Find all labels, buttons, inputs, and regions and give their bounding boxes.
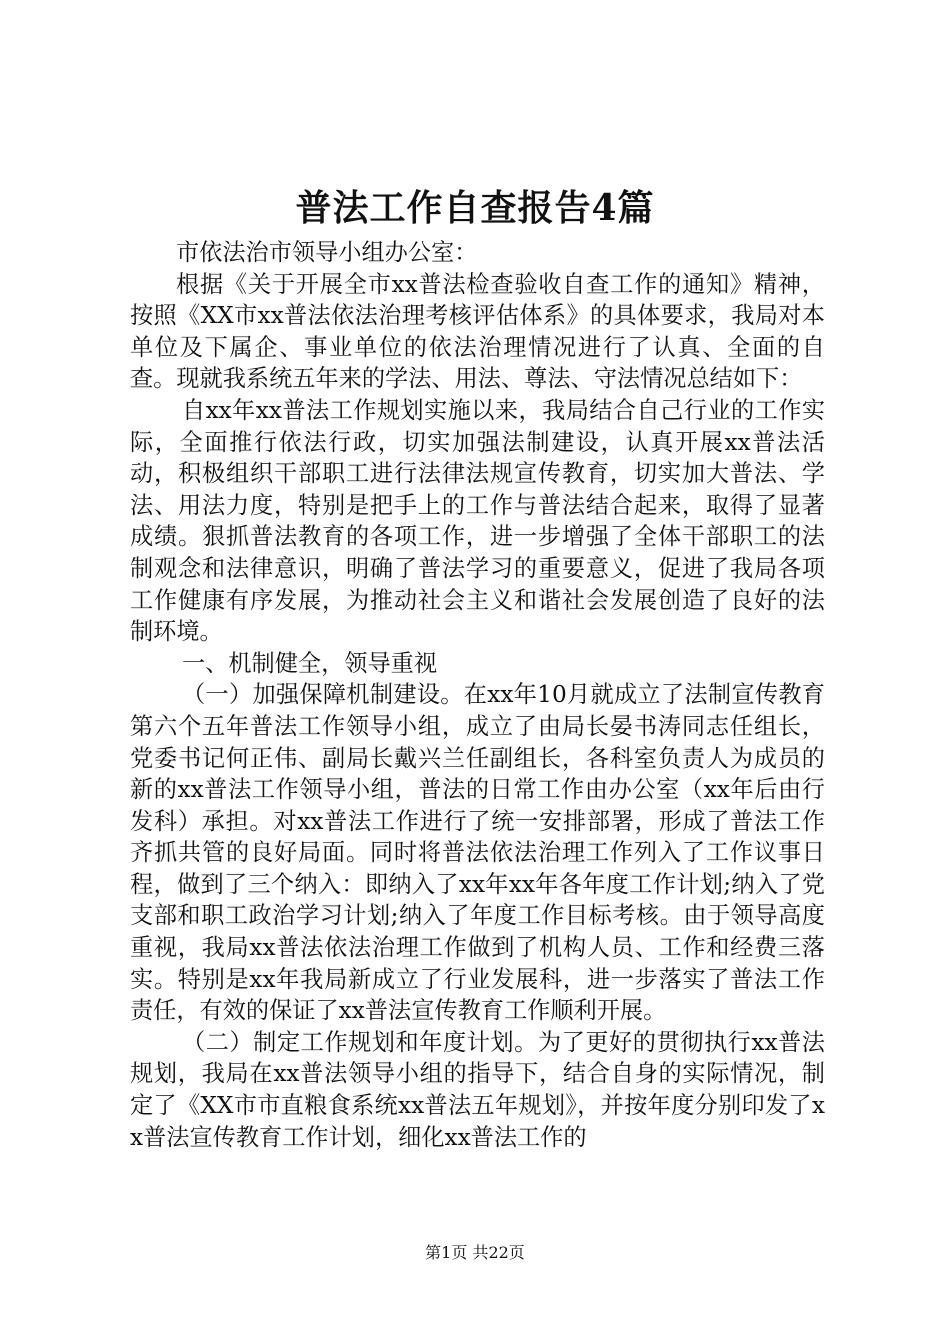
subsection-paragraph-1: （一）加强保障机制建设。在xx年10月就成立了法制宣传教育第六个五年普法工作领导小组，成立了由局长晏书涛同志任组长，党委书记何正伟、副局长戴兴兰任副组长，各科室负责人为成员的新的xx普法工作领导小组，普法的日常工作由办公室（xx年后由行发科）承担。对xx普法工作进行了统一安排部署，形成了普法工作齐抓共管的良好局面。同时将普法依法治理工作列入了工作议事日程，做到了三个纳入：即纳入了xx年xx年各年度工作计划;纳入了党支部和职工政治学习计划;纳入了年度工作目标考核。由于领导高度重视，我局xx普法依法治理工作做到了机构人员、工作和经费三落实。特别是xx年我局新成立了行业发展科，进一步落实了普法工作责任，有效的保证了xx普法宣传教育工作顺利开展。 [130,681,825,1025]
intro-paragraph: 根据《关于开展全市xx普法检查验收自查工作的通知》精神，按照《XX市xx普法依法治理考核评估体系》的具体要求，我局对本单位及下属企、事业单位的依法治理情况进行了认真、全面的自查。现就我系统五年来的学法、用法、尊法、守法情况总结如下： [130,270,825,393]
page-footer: 第1页 共22页 [425,1243,525,1262]
salutation-paragraph: 市依法治市领导小组办公室： [176,239,478,266]
document-body [130,237,825,1153]
summary-paragraph: 自xx年xx普法工作规划实施以来，我局结合自己行业的工作实际，全面推行依法行政，切实加强法制建设，认真开展xx普法活动，积极组织干部职工进行法律法规宣传教育，切实加大普法、学法、用法力度，特别是把手上的工作与普法结合起来，取得了显著成绩。狠抓普法教育的各项工作，进一步增强了全体干部职工的法制观念和法律意识，明确了普法学习的重要意义，促进了我局各项工作健康有序发展，为推动社会主义和谐社会发展创造了良好的法制环境。 [130,396,825,646]
document-title: 普法工作自查报告4篇 [295,187,655,229]
section-heading-1: 一、机制健全，领导重视 [182,649,438,677]
subsection-paragraph-2: （二）制定工作规划和年度计划。为了更好的贯彻执行xx普法规划，我局在xx普法领导小组的指导下，结合自身的实际情况，制定了《XX市市直粮食系统xx普法五年规划》，并按年度分别印发了xx普法宣传教育工作计划，细化xx普法工作的 [130,1028,825,1151]
